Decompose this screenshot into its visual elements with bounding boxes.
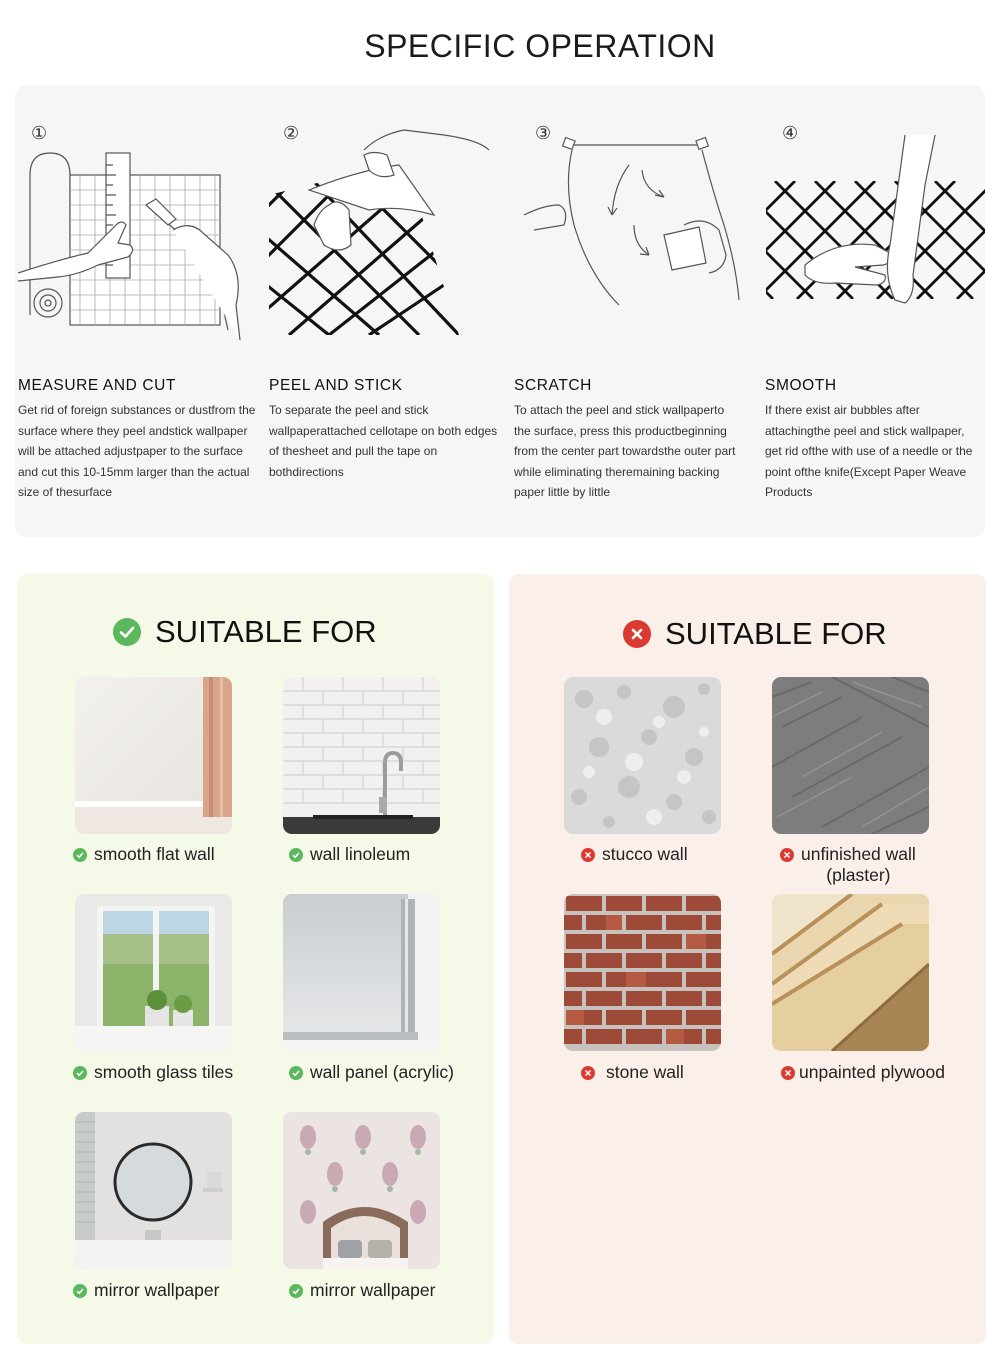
- suitable-item: mirror wallpaper: [73, 1280, 219, 1301]
- suitable-item: wall linoleum: [289, 844, 410, 865]
- cross-icon: [623, 620, 651, 648]
- smooth-glass-tiles-image: [75, 894, 232, 1051]
- cross-icon: [780, 848, 794, 862]
- unfinished-wall-image: [772, 677, 929, 834]
- unpainted-plywood-image: [772, 894, 929, 1051]
- step-description: Get rid of foreign substances or dustfrom the surface where they peel andstick wallpaper will be attached adjustpaper to the surface and cut this 10-15mm larger than the actual size of thesurface: [18, 403, 256, 499]
- cross-icon: [581, 1066, 595, 1080]
- not-suitable-panel: [509, 574, 986, 1344]
- suitable-item: smooth flat wall: [73, 844, 215, 865]
- smooth-flat-wall-image: [75, 677, 232, 834]
- check-icon: [73, 1066, 87, 1080]
- peel-and-stick-illustration: [269, 125, 499, 340]
- suitable-panel: [17, 574, 494, 1344]
- step-number: ①: [31, 123, 48, 143]
- stone-wall-image: [564, 894, 721, 1051]
- not-suitable-item: stucco wall: [581, 844, 688, 865]
- cross-icon: [781, 1066, 795, 1080]
- operation-steps-panel: [15, 85, 985, 537]
- not-suitable-item: stone wall: [581, 1062, 684, 1083]
- check-icon: [289, 1066, 303, 1080]
- cross-icon: [581, 848, 595, 862]
- wall-panel-acrylic-image: [283, 894, 440, 1051]
- check-icon: [289, 1284, 303, 1298]
- step-title: SMOOTH: [765, 377, 837, 394]
- damask-wallpaper-image: [283, 1112, 440, 1269]
- suitable-item: smooth glass tiles: [73, 1062, 233, 1083]
- step-number: ④: [782, 123, 799, 143]
- suitable-item: mirror wallpaper: [289, 1280, 435, 1301]
- step-number: ②: [283, 123, 300, 143]
- not-suitable-item: unpainted plywood: [781, 1062, 945, 1083]
- wall-linoleum-image: [283, 677, 440, 834]
- step-title: SCRATCH: [514, 377, 592, 394]
- step-title: PEEL AND STICK: [269, 377, 403, 394]
- check-icon: [113, 618, 141, 646]
- measure-and-cut-illustration: [18, 125, 250, 340]
- page-title: SPECIFIC OPERATION: [364, 28, 716, 64]
- step-number: ③: [535, 123, 552, 143]
- suitable-item: wall panel (acrylic): [289, 1062, 454, 1083]
- step-title: MEASURE AND CUT: [18, 377, 176, 394]
- smooth-illustration: [765, 125, 985, 340]
- not-suitable-item: unfinished wall (plaster): [780, 844, 916, 886]
- stucco-wall-image: [564, 677, 721, 834]
- scratch-illustration: [514, 125, 744, 340]
- step-description: To attach the peel and stick wallpaperto the surface, press this productbeginning from the center part towardsthe outer part while eliminating theremaining backing paper little by little: [514, 403, 736, 499]
- mirror-wallpaper-image: [75, 1112, 232, 1269]
- check-icon: [73, 1284, 87, 1298]
- suitable-heading: SUITABLE FOR: [113, 614, 377, 650]
- step-description: If there exist air bubbles after attachingthe peel and stick wallpaper, get rid ofthe with use of a needle or the point ofthe knife(Except Paper Weave Products: [765, 403, 973, 499]
- check-icon: [289, 848, 303, 862]
- not-suitable-heading: SUITABLE FOR: [623, 616, 887, 652]
- check-icon: [73, 848, 87, 862]
- step-description: To separate the peel and stick wallpaperattached cellotape on both edges of thesheet and pull the tape on bothdirections: [269, 403, 498, 479]
